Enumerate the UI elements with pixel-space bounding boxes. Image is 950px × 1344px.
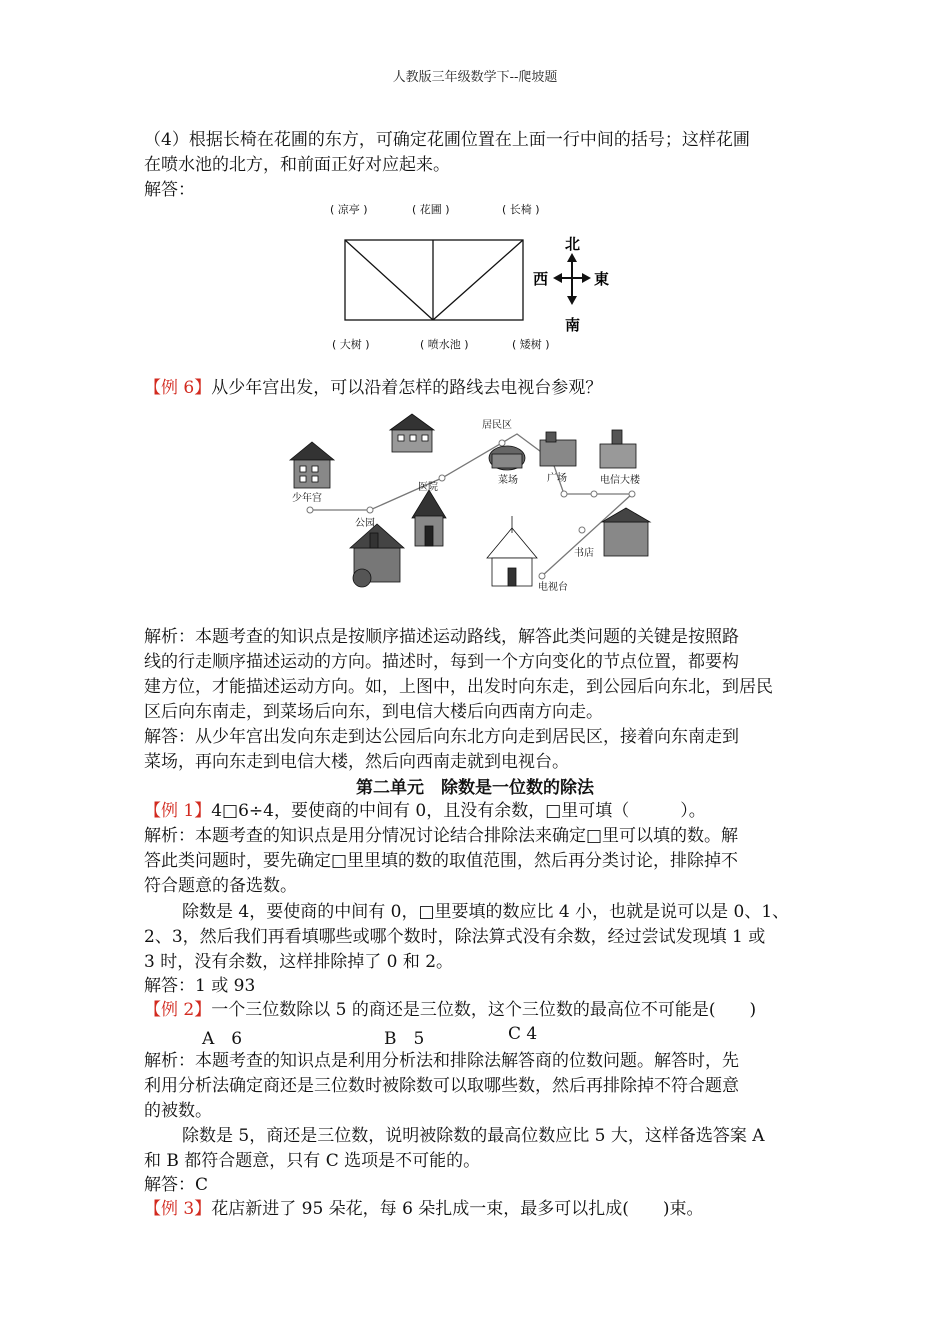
label-fountain: ( 喷水池 ) (420, 338, 469, 351)
label-market: 菜场 (498, 475, 518, 486)
ex2-answer: 解答：C (144, 1175, 209, 1195)
label-short-tree: ( 矮树 ) (512, 338, 550, 351)
label-youth-palace: 少年宫 (292, 493, 322, 504)
svg-text:西: 西 (533, 270, 549, 288)
youth-palace-icon (290, 442, 334, 488)
label-bookstore: 书店 (574, 548, 594, 559)
ex6-analysis-4: 区后向东南走，到菜场后向东，到电信大楼后向西南方向走。 (144, 702, 603, 722)
label-flowerbed: ( 花圃 ) (412, 203, 450, 216)
market-icon (489, 446, 525, 470)
svg-text:東: 東 (594, 270, 610, 288)
ex2-para-2: 和 B 都符合题意，只有 C 选项是不可能的。 (144, 1151, 481, 1171)
ex6-answer-2: 菜场，再向东走到电信大楼，然后向西南走就到电视台。 (144, 752, 569, 772)
square-icon (540, 432, 576, 466)
compass-icon (533, 235, 609, 334)
hospital-icon (412, 490, 446, 546)
ex1-analysis-3: 符合题意的备选数。 (144, 876, 297, 896)
ex3-question: 【例 3】花店新进了 95 朵花，每 6 朵扎成一束，最多可以扎成( )束。 (144, 1199, 704, 1219)
svg-text:南: 南 (565, 316, 581, 334)
ex1-answer: 解答：1 或 93 (144, 976, 256, 996)
label-big-tree: ( 大树 ) (332, 338, 370, 351)
ex6-analysis-1: 解析：本题考查的知识点是按顺序描述运动路线，解答此类问题的关键是按照路 (144, 627, 739, 647)
page-header: 人教版三年级数学下--爬坡题 (392, 70, 558, 85)
ex1-analysis-2: 答此类问题时，要先确定□里里填的数的取值范围，然后再分类讨论，排除掉不 (144, 851, 739, 871)
label-pavilion: ( 凉亭 ) (330, 203, 368, 216)
ex1-para-2: 2、3，然后我们再看填哪些或哪个数时，除法算式没有余数，经过尝试发现填 1 或 (144, 927, 766, 947)
ex2-analysis-1: 解析：本题考查的知识点是利用分析法和排除法解答商的位数问题。解答时，先 (144, 1051, 739, 1071)
residential-icon (390, 414, 434, 452)
ex6-analysis-3: 建方位，才能描述运动方向。如，上图中，出发时向东走，到公园后向东北，到居民 (144, 677, 773, 697)
ex2-option-b: B 5 (384, 1029, 425, 1049)
tv-station-icon (487, 516, 537, 586)
ex2-para-1: 除数是 5，商还是三位数，说明被除数的最高位数应比 5 大，这样备选答案 A (182, 1126, 765, 1146)
label-hospital: 医院 (418, 482, 438, 493)
label-square: 广场 (547, 473, 567, 484)
ex2-option-a: A 6 (202, 1029, 243, 1049)
ex2-question: 【例 2】一个三位数除以 5 的商还是三位数，这个三位数的最高位不可能是( ) (144, 1000, 757, 1020)
telecom-icon (600, 430, 636, 468)
ex1-para-3: 3 时，没有余数，这样排除掉了 0 和 2。 (144, 952, 454, 972)
label-park: 公园 (355, 518, 375, 529)
ex1-para-1: 除数是 4，要使商的中间有 0，□里要填的数应比 4 小，也就是说可以是 0、1、 (182, 902, 790, 922)
svg-text:北: 北 (565, 235, 581, 253)
ex2-option-c: C 4 (508, 1024, 538, 1044)
park-icon (350, 524, 404, 587)
answer-label: 解答： (144, 180, 195, 200)
para-4-line1: （4）根据长椅在花圃的东方，可确定花圃位置在上面一行中间的括号；这样花圃 (144, 130, 750, 150)
label-tv-station: 电视台 (538, 582, 568, 593)
example6-question: 【例 6】从少年宫出发，可以沿着怎样的路线去电视台参观？ (144, 378, 603, 398)
label-bench: ( 长椅 ) (502, 203, 540, 216)
label-residential: 居民区 (482, 420, 512, 431)
ex2-analysis-3: 的被数。 (144, 1101, 212, 1121)
ex1-question: 【例 1】4□6÷4，要使商的中间有 0，且没有余数，□里可填（ ）。 (144, 801, 706, 821)
ex2-analysis-2: 利用分析法确定商还是三位数时被除数可以取哪些数，然后再排除掉不符合题意 (144, 1076, 739, 1096)
unit2-title: 第二单元 除数是一位数的除法 (356, 778, 594, 798)
garden-diagram (320, 198, 620, 358)
garden-rect (345, 240, 523, 320)
label-telecom: 电信大楼 (600, 475, 640, 486)
ex6-analysis-2: 线的行走顺序描述运动的方向。描述时，每到一个方向变化的节点位置，都要构 (144, 652, 739, 672)
ex1-analysis-1: 解析：本题考查的知识点是用分情况讨论结合排除法来确定□里可以填的数。解 (144, 826, 739, 846)
ex6-answer-1: 解答：从少年宫出发向东走到达公园后向东北方向走到居民区，接着向东南走到 (144, 727, 739, 747)
route-map (282, 408, 662, 598)
para-4-line2: 在喷水池的北方，和前面正好对应起来。 (144, 155, 450, 175)
